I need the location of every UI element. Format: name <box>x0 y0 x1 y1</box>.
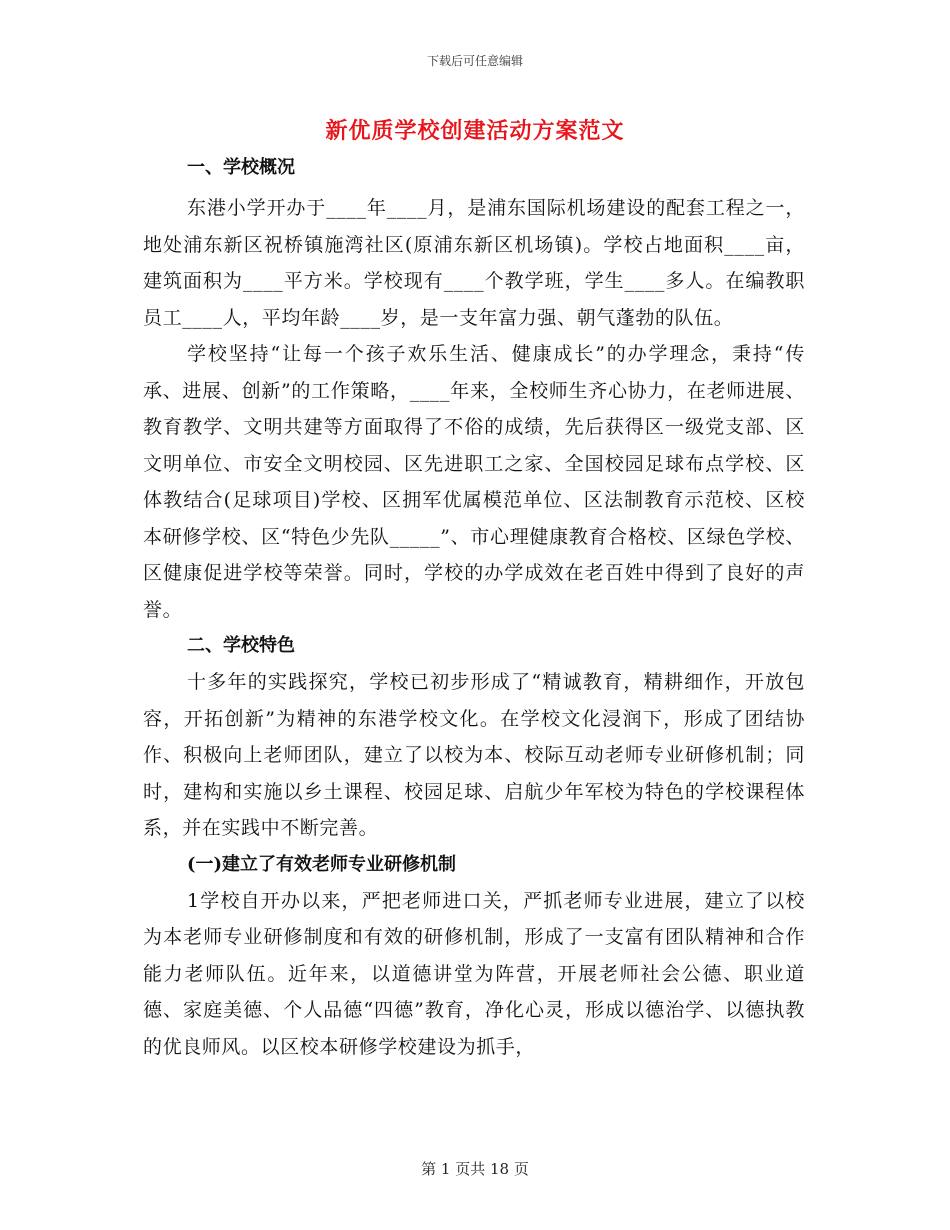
header-note: 下载后可任意编辑 <box>426 54 523 68</box>
paragraph-overview-2: 学校坚持“让每一个孩子欢乐生活、健康成长”的办学理念，秉持“传承、进展、创新”的工作策略，____年来，全校师生齐心协力，在老师进展、教育教学、文明共建等方面取得了不俗的成绩，先后获得区一级党支部、区文明单位、市安全文明校园、区先进职工之家、全国校园足球布点学校、区体教结合(足球项目)学校、区拥军优属模范单位、区法制教育示范校、区校本研修学校、区“特色少先队_____”、市心理健康教育合格校、区绿色学校、区健康促进学校等荣誉。同时，学校的办学成效在老百姓中得到了良好的声誉。 <box>143 343 805 621</box>
page-footer: 第 1 页共 18 页 <box>421 1160 529 1178</box>
paragraph-features-1: 十多年的实践探究，学校已初步形成了“精诚教育，精耕细作，开放包容，开拓创新”为精神的东港学校文化。在学校文化浸润下，形成了团结协作、积极向上老师团队，建立了以校为本、校际互动老师专业研修机制；同时，建构和实施以乡土课程、校园足球、启航少年军校为特色的学校课程体系，并在实践中不断完善。 <box>143 671 805 839</box>
document-title: 新优质学校创建活动方案范文 <box>325 118 625 144</box>
section-heading-overview: 一、学校概况 <box>187 157 295 178</box>
subsection-heading-training: (一)建立了有效老师专业研修机制 <box>187 853 457 875</box>
document-body <box>143 150 805 1065</box>
section-heading-features: 二、学校特色 <box>187 635 295 656</box>
paragraph-training-1: 1学校自开办以来，严把老师进口关，严抓老师专业进展，建立了以校为本老师专业研修制度和有效的研修机制，形成了一支富有团队精神和合作能力老师队伍。近年来，以道德讲堂为阵营，开展老师社会公德、职业道德、家庭美德、个人品德“四德”教育，净化心灵，形成以德治学、以德执教的优良师风。以区校本研修学校建设为抓手， <box>143 889 805 1058</box>
paragraph-overview-1: 东港小学开办于____年____月，是浦东国际机场建设的配套工程之一，地处浦东新区祝桥镇施湾社区(原浦东新区机场镇)。学校占地面积____亩，建筑面积为____平方米。学校现有____个教学班，学生____多人。在编教职员工____人，平均年龄____岁，是一支年富力强、朝气蓬勃的队伍。 <box>143 197 805 329</box>
